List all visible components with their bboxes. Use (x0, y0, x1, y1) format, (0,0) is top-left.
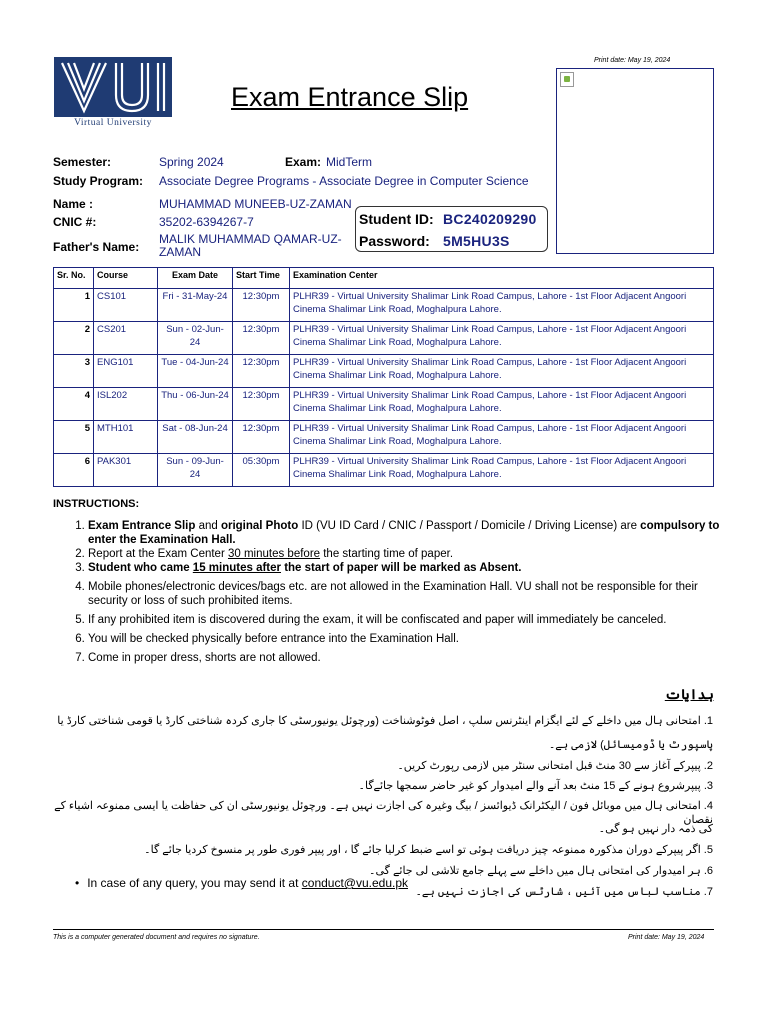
cell-course: ISL202 (94, 388, 158, 421)
instructions-list (70, 519, 738, 665)
cell-course: CS101 (94, 289, 158, 322)
program-value: Associate Degree Programs - Associate Degree in Computer Science (159, 174, 529, 188)
cell-start-time: 12:30pm (233, 388, 290, 421)
password-label: Password: (359, 233, 430, 249)
header-course: Course (94, 268, 158, 289)
cell-start-time: 05:30pm (233, 454, 290, 487)
cell-exam-center: PLHR39 - Virtual University Shalimar Link Road Campus, Lahore - 1st Floor Adjacent Angoori Cinema Shalimar Link Road, Moghalpura Lahore. (290, 421, 714, 454)
instruction-item (88, 519, 738, 547)
semester-label: Semester: (53, 155, 112, 169)
cell-sr-no: 1 (54, 289, 94, 322)
table-row (54, 322, 714, 355)
password-value: 5M5HU3S (443, 233, 510, 249)
cell-exam-date: Tue - 04-Jun-24 (158, 355, 233, 388)
urdu-instruction-4: 4. امتحانی ہال میں موبائل فون / الیکٹرانک ڈیوائسز / بیگ وغیرہ کی اجازت نہیں ہے۔ ورچوئل یونیورسٹی ان کی حفاظت یا ایسی ممنوعہ اشیاء کے نقصان (54, 800, 713, 826)
cell-course: ENG101 (94, 355, 158, 388)
table-row (54, 388, 714, 421)
name-label: Name : (53, 197, 94, 211)
urdu-instruction-5: 5. اگر پیپرکے دوران مذکورہ ممنوعہ چیز دریافت ہوئی تو اسے ضبط کرلیا جائے گا ، اور پیپر فوری طور پر منسوخ کردیا جائے گا۔ (144, 844, 713, 856)
semester-value: Spring 2024 (159, 155, 224, 169)
instruction-item (88, 561, 738, 575)
cell-exam-center: PLHR39 - Virtual University Shalimar Link Road Campus, Lahore - 1st Floor Adjacent Angoori Cinema Shalimar Link Road, Moghalpura Lahore. (290, 322, 714, 355)
cell-course: CS201 (94, 322, 158, 355)
exam-label: Exam: (285, 155, 322, 169)
urdu-instruction-1-cont: پاسپورٹ یا ڈومیسائل) لازمی ہے۔ (548, 739, 713, 751)
instruction-text: Exam Entrance Slip (88, 520, 196, 532)
instruction-item: 7. Come in proper dress, shorts are not allowed. (88, 651, 738, 665)
instruction-text: ID (VU ID Card / CNIC / Passport / Domicile / Driving License) are (298, 520, 641, 532)
urdu-instruction-1: 1. امتحانی ہال میں داخلے کے لئے ایگزام اینٹرنس سلپ ، اصل فوٹوشناخت (ورچوئل یونیورسٹی کا جاری کردہ شناختی کارڈ یا قومی شناختی کارڈ یا (57, 715, 713, 727)
instruction-text: and (195, 520, 221, 532)
cell-exam-center: PLHR39 - Virtual University Shalimar Link Road Campus, Lahore - 1st Floor Adjacent Angoori Cinema Shalimar Link Road, Moghalpura Lahore. (290, 355, 714, 388)
urdu-instruction-2: 2. پیپرکے آغاز سے 30 منٹ قبل امتحانی سنٹر میں لازمی رپورٹ کریں۔ (397, 760, 713, 772)
logo-caption: Virtual University (74, 118, 152, 128)
cell-course: MTH101 (94, 421, 158, 454)
cell-start-time: 12:30pm (233, 355, 290, 388)
table-row (54, 289, 714, 322)
cell-exam-date: Sun - 09-Jun-24 (158, 454, 233, 487)
student-id-value: BC240209290 (443, 211, 537, 227)
urdu-instruction-3: 3. پیپرشروع ہونے کے 15 منٹ بعد آنے والے امیدوار کو غیر حاضر سمجھا جائےگا۔ (358, 780, 713, 792)
cell-exam-center: PLHR39 - Virtual University Shalimar Link Road Campus, Lahore - 1st Floor Adjacent Angoori Cinema Shalimar Link Road, Moghalpura Lahore. (290, 289, 714, 322)
instruction-text: the starting time of paper. (320, 548, 454, 560)
header-exam-center: Examination Center (290, 268, 714, 289)
instruction-text: compulsory to enter the Examination Hall. (88, 520, 720, 546)
table-row (54, 355, 714, 388)
program-label: Study Program: (53, 174, 144, 188)
query-text: In case of any query, you may send it at (87, 876, 302, 890)
cnic-value: 35202-6394267-7 (159, 215, 254, 229)
exam-value: MidTerm (326, 155, 373, 169)
photo-frame (556, 68, 714, 254)
instruction-item: 4. Mobile phones/electronic devices/bags etc. are not allowed in the Examination Hall. VU shall not be responsible for their security or loss of such prohibited items. (88, 580, 738, 608)
header-start-time: Start Time (233, 268, 290, 289)
instruction-text: Report at the Exam Center (88, 548, 228, 560)
header-sr-no: Sr. No. (54, 268, 94, 289)
urdu-instruction-4-cont: کی ذمہ دار نہیں ہو گی۔ (598, 823, 713, 835)
cell-sr-no: 4 (54, 388, 94, 421)
print-date-top: Print date: May 19, 2024 (594, 57, 671, 64)
exam-schedule-table (53, 267, 714, 487)
name-value: MUHAMMAD MUNEEB-UZ-ZAMAN (159, 197, 352, 211)
header-exam-date: Exam Date (158, 268, 233, 289)
cell-exam-date: Fri - 31-May-24 (158, 289, 233, 322)
instruction-text: Student who came (88, 562, 193, 574)
cell-exam-date: Sun - 02-Jun-24 (158, 322, 233, 355)
urdu-instruction-6: 6. ہر امیدوار کی امتحانی ہال میں داخلے سے پہلے جامع تلاشی لی جائے گی۔ (369, 865, 713, 877)
cell-exam-center: PLHR39 - Virtual University Shalimar Link Road Campus, Lahore - 1st Floor Adjacent Angoori Cinema Shalimar Link Road, Moghalpura Lahore. (290, 388, 714, 421)
student-id-label: Student ID: (359, 211, 434, 227)
instruction-item: 6. You will be checked physically before entrance into the Examination Hall. (88, 632, 738, 646)
instructions-heading: INSTRUCTIONS: (53, 498, 140, 510)
cell-sr-no: 3 (54, 355, 94, 388)
cell-exam-date: Sat - 08-Jun-24 (158, 421, 233, 454)
urdu-instruction-7: 7. مناسب لباس میں آئیں ، شارٹس کی اجازت نہیں ہے۔ (415, 886, 713, 898)
table-row (54, 454, 714, 487)
table-row (54, 421, 714, 454)
cell-sr-no: 5 (54, 421, 94, 454)
cell-course: PAK301 (94, 454, 158, 487)
urdu-instructions-heading: ہدایات (664, 686, 714, 702)
footer-divider (53, 929, 714, 930)
cell-start-time: 12:30pm (233, 322, 290, 355)
instruction-item: 5. If any prohibited item is discovered during the exam, it will be confiscated and paper will immediately be canceled. (88, 613, 738, 627)
footer-print-date: Print date: May 19, 2024 (628, 934, 705, 941)
cell-exam-date: Thu - 06-Jun-24 (158, 388, 233, 421)
cell-start-time: 12:30pm (233, 289, 290, 322)
instruction-text: the start of paper will be marked as Absent. (281, 562, 522, 574)
father-name-value: MALIK MUHAMMAD QAMAR-UZ-ZAMAN (159, 232, 342, 259)
instruction-item (88, 547, 738, 561)
query-line (75, 876, 408, 890)
bullet-icon: • (75, 876, 80, 890)
broken-image-icon (560, 72, 574, 87)
footer-note: This is a computer generated document and requires no signature. (53, 934, 260, 941)
cell-exam-center: PLHR39 - Virtual University Shalimar Link Road Campus, Lahore - 1st Floor Adjacent Angoori Cinema Shalimar Link Road, Moghalpura Lahore. (290, 454, 714, 487)
cell-sr-no: 2 (54, 322, 94, 355)
instruction-text: 30 minutes before (227, 548, 321, 560)
cnic-label: CNIC #: (53, 215, 97, 229)
father-name-label: Father's Name: (53, 240, 140, 254)
cell-start-time: 12:30pm (233, 421, 290, 454)
contact-email-link[interactable]: conduct@vu.edu.pk (301, 876, 409, 890)
instruction-text: original Photo (220, 520, 299, 532)
cell-sr-no: 6 (54, 454, 94, 487)
instruction-text: 15 minutes after (192, 562, 281, 574)
page-title: Exam Entrance Slip (231, 82, 469, 112)
table-header-row (54, 268, 714, 289)
